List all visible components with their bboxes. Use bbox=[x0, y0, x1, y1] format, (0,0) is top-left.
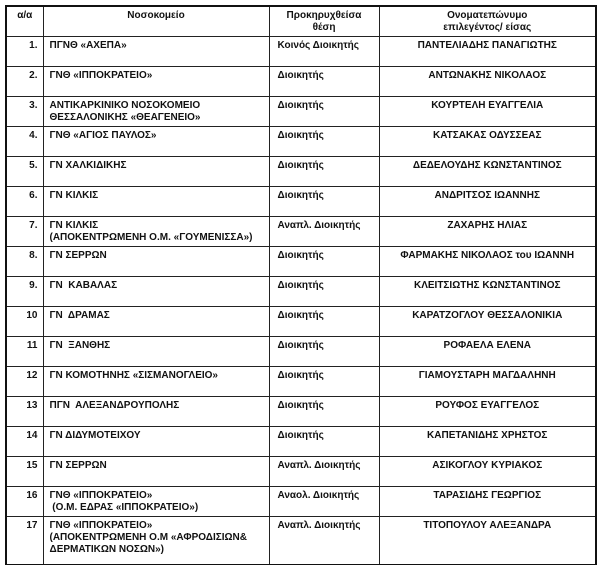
hospital-appointments-table bbox=[5, 5, 597, 565]
table-row bbox=[6, 487, 596, 517]
cell-index: 13 bbox=[6, 397, 43, 427]
hospital-line: ΓΝ ΚΟΜΟΤΗΝΗΣ «ΣΙΣΜΑΝΟΓΛΕΙΟ» bbox=[49, 370, 218, 381]
hospital-line: ΓΝ ΣΕΡΡΩΝ bbox=[49, 250, 107, 261]
header-label: α/α bbox=[17, 10, 33, 21]
cell-appointee-name: ΚΑΠΕΤΑΝΙΔΗΣ ΧΡΗΣΤΟΣ bbox=[379, 427, 596, 457]
cell-appointee-name: ΤΑΡΑΣΙΔΗΣ ΓΕΩΡΓΙΟΣ bbox=[379, 487, 596, 517]
cell-position: Διοικητής bbox=[269, 157, 379, 187]
cell-position: Αναπλ. Διοικητής bbox=[269, 217, 379, 247]
cell-appointee-name: ΑΣΙΚΟΓΛΟΥ ΚΥΡΙΑΚΟΣ bbox=[379, 457, 596, 487]
cell-hospital bbox=[43, 217, 269, 247]
cell-appointee-name: ΡΟΥΦΟΣ ΕΥΑΓΓΕΛΟΣ bbox=[379, 397, 596, 427]
hospital-line: ΓΝΘ «ΙΠΠΟΚΡΑΤΕΙΟ» bbox=[49, 520, 153, 531]
cell-hospital bbox=[43, 457, 269, 487]
hospital-line: ΠΓΝ ΑΛΕΞΑΝΔΡΟΥΠΟΛΗΣ bbox=[49, 400, 180, 411]
cell-hospital bbox=[43, 307, 269, 337]
cell-position: Διοικητής bbox=[269, 337, 379, 367]
cell-hospital bbox=[43, 127, 269, 157]
cell-hospital bbox=[43, 517, 269, 565]
cell-position: Διοικητής bbox=[269, 307, 379, 337]
cell-hospital bbox=[43, 427, 269, 457]
header-cell-index bbox=[6, 6, 43, 37]
table-row bbox=[6, 457, 596, 487]
cell-index: 7. bbox=[6, 217, 43, 247]
hospital-line: ΠΓΝΘ «ΑΧΕΠΑ» bbox=[49, 40, 127, 51]
hospital-line: ΓΝΘ «ΙΠΠΟΚΡΑΤΕΙΟ» bbox=[49, 70, 153, 81]
cell-index: 2. bbox=[6, 67, 43, 97]
cell-hospital bbox=[43, 157, 269, 187]
cell-position: Διοικητής bbox=[269, 427, 379, 457]
hospital-line: ΓΝ ΞΑΝΘΗΣ bbox=[49, 340, 111, 351]
header-row bbox=[6, 6, 596, 37]
cell-index: 4. bbox=[6, 127, 43, 157]
table-row bbox=[6, 277, 596, 307]
cell-index: 3. bbox=[6, 97, 43, 127]
table-row bbox=[6, 187, 596, 217]
table-row bbox=[6, 217, 596, 247]
cell-index: 10 bbox=[6, 307, 43, 337]
cell-hospital bbox=[43, 487, 269, 517]
cell-hospital bbox=[43, 277, 269, 307]
table-row bbox=[6, 37, 596, 67]
table-row bbox=[6, 247, 596, 277]
hospital-line: ΓΝ ΚΑΒΑΛΑΣ bbox=[49, 280, 118, 291]
cell-position: Αναπλ. Διοικητής bbox=[269, 457, 379, 487]
table-row bbox=[6, 337, 596, 367]
cell-appointee-name: ΚΟΥΡΤΕΛΗ ΕΥΑΓΓΕΛΙΑ bbox=[379, 97, 596, 127]
header-cell-hospital bbox=[43, 6, 269, 37]
cell-index: 16 bbox=[6, 487, 43, 517]
hospital-line: ΓΝ ΧΑΛΚΙΔΙΚΗΣ bbox=[49, 160, 127, 171]
hospital-line: ΘΕΣΣΑΛΟΝΙΚΗΣ «ΘΕΑΓΕΝΕΙΟ» bbox=[49, 112, 201, 123]
cell-appointee-name: ΑΝΔΡΙΤΣΟΣ ΙΩΑΝΝΗΣ bbox=[379, 187, 596, 217]
cell-position: Διοικητής bbox=[269, 67, 379, 97]
cell-position: Διοικητής bbox=[269, 187, 379, 217]
cell-appointee-name: ΚΛΕΙΤΣΙΩΤΗΣ ΚΩΝΣΤΑΝΤΙΝΟΣ bbox=[379, 277, 596, 307]
cell-position: Διοικητής bbox=[269, 97, 379, 127]
hospital-line: ΓΝΘ «ΙΠΠΟΚΡΑΤΕΙΟ» bbox=[49, 490, 153, 501]
header-label: επιλεγέντος/ είσας bbox=[443, 22, 532, 33]
cell-appointee-name: ΤΙΤΟΠΟΥΛΟΥ ΑΛΕΞΑΝΔΡΑ bbox=[379, 517, 596, 565]
cell-index: 8. bbox=[6, 247, 43, 277]
cell-appointee-name: ΚΑΤΣΑΚΑΣ ΟΔΥΣΣΕΑΣ bbox=[379, 127, 596, 157]
hospital-line: ΔΕΡΜΑΤΙΚΩΝ ΝΟΣΩΝ») bbox=[49, 544, 165, 555]
cell-position: Αναπλ. Διοικητής bbox=[269, 517, 379, 565]
cell-position: Διοικητής bbox=[269, 277, 379, 307]
cell-hospital bbox=[43, 397, 269, 427]
cell-index: 9. bbox=[6, 277, 43, 307]
hospital-line: (ΑΠΟΚΕΝΤΡΩΜΕΝΗ Ο.Μ. «ΓΟΥΜΕΝΙΣΣΑ») bbox=[49, 232, 253, 243]
cell-appointee-name: ΓΙΑΜΟΥΣΤΑΡΗ ΜΑΓΔΑΛΗΝΗ bbox=[379, 367, 596, 397]
table-row bbox=[6, 397, 596, 427]
table-row bbox=[6, 367, 596, 397]
cell-position: Διοικητής bbox=[269, 127, 379, 157]
header-label: Νοσοκομείο bbox=[127, 10, 185, 21]
cell-index: 17 bbox=[6, 517, 43, 565]
table-body bbox=[6, 37, 596, 565]
cell-appointee-name: ΦΑΡΜΑΚΗΣ ΝΙΚΟΛΑΟΣ του ΙΩΑΝΝΗ bbox=[379, 247, 596, 277]
cell-hospital bbox=[43, 67, 269, 97]
cell-index: 15 bbox=[6, 457, 43, 487]
cell-appointee-name: ΚΑΡΑΤΖΟΓΛΟΥ ΘΕΣΣΑΛΟΝΙΚΙΑ bbox=[379, 307, 596, 337]
cell-appointee-name: ΡΟΦΑΕΛΑ ΕΛΕΝΑ bbox=[379, 337, 596, 367]
cell-hospital bbox=[43, 337, 269, 367]
cell-index: 1. bbox=[6, 37, 43, 67]
hospital-line: (ΑΠΟΚΕΝΤΡΩΜΕΝΗ Ο.Μ «ΑΦΡΟΔΙΣΙΩΝ& bbox=[49, 532, 247, 543]
table-row bbox=[6, 517, 596, 565]
table-row bbox=[6, 97, 596, 127]
cell-position: Διοικητής bbox=[269, 247, 379, 277]
cell-index: 12 bbox=[6, 367, 43, 397]
cell-appointee-name: ΠΑΝΤΕΛΙΑΔΗΣ ΠΑΝΑΓΙΩΤΗΣ bbox=[379, 37, 596, 67]
table-row bbox=[6, 127, 596, 157]
cell-index: 11 bbox=[6, 337, 43, 367]
hospital-line: (Ο.Μ. ΕΔΡΑΣ «ΙΠΠΟΚΡΑΤΕΙΟ») bbox=[49, 502, 199, 513]
cell-index: 5. bbox=[6, 157, 43, 187]
header-cell-name bbox=[379, 6, 596, 37]
cell-appointee-name: ΖΑΧΑΡΗΣ ΗΛΙΑΣ bbox=[379, 217, 596, 247]
hospital-line: ΓΝ ΔΙΔΥΜΟΤΕΙΧΟΥ bbox=[49, 430, 141, 441]
header-label: Ονοματεπώνυμο bbox=[447, 10, 528, 21]
table-row bbox=[6, 157, 596, 187]
header-label: Προκηρυχθείσα bbox=[286, 10, 362, 21]
cell-appointee-name: ΔΕΔΕΛΟΥΔΗΣ ΚΩΝΣΤΑΝΤΙΝΟΣ bbox=[379, 157, 596, 187]
table-row bbox=[6, 307, 596, 337]
cell-index: 14 bbox=[6, 427, 43, 457]
header-label: θέση bbox=[312, 22, 336, 33]
hospital-line: ΓΝ ΣΕΡΡΩΝ bbox=[49, 460, 107, 471]
table-row bbox=[6, 427, 596, 457]
cell-hospital bbox=[43, 367, 269, 397]
header-cell-position bbox=[269, 6, 379, 37]
hospital-line: ΓΝ ΔΡΑΜΑΣ bbox=[49, 310, 110, 321]
hospital-line: ΓΝΘ «ΑΓΙΟΣ ΠΑΥΛΟΣ» bbox=[49, 130, 157, 141]
hospital-line: ΑΝΤΙΚΑΡΚΙΝΙΚΟ ΝΟΣΟΚΟΜΕΙΟ bbox=[49, 100, 201, 111]
cell-index: 6. bbox=[6, 187, 43, 217]
cell-hospital bbox=[43, 97, 269, 127]
cell-position: Αναολ. Διοικητής bbox=[269, 487, 379, 517]
cell-hospital bbox=[43, 37, 269, 67]
cell-position: Κοινός Διοικητής bbox=[269, 37, 379, 67]
cell-appointee-name: ΑΝΤΩΝΑΚΗΣ ΝΙΚΟΛΑΟΣ bbox=[379, 67, 596, 97]
cell-hospital bbox=[43, 187, 269, 217]
hospital-line: ΓΝ ΚΙΛΚΙΣ bbox=[49, 220, 99, 231]
hospital-line: ΓΝ ΚΙΛΚΙΣ bbox=[49, 190, 99, 201]
cell-hospital bbox=[43, 247, 269, 277]
cell-position: Διοικητής bbox=[269, 367, 379, 397]
cell-position: Διοικητής bbox=[269, 397, 379, 427]
table-row bbox=[6, 67, 596, 97]
